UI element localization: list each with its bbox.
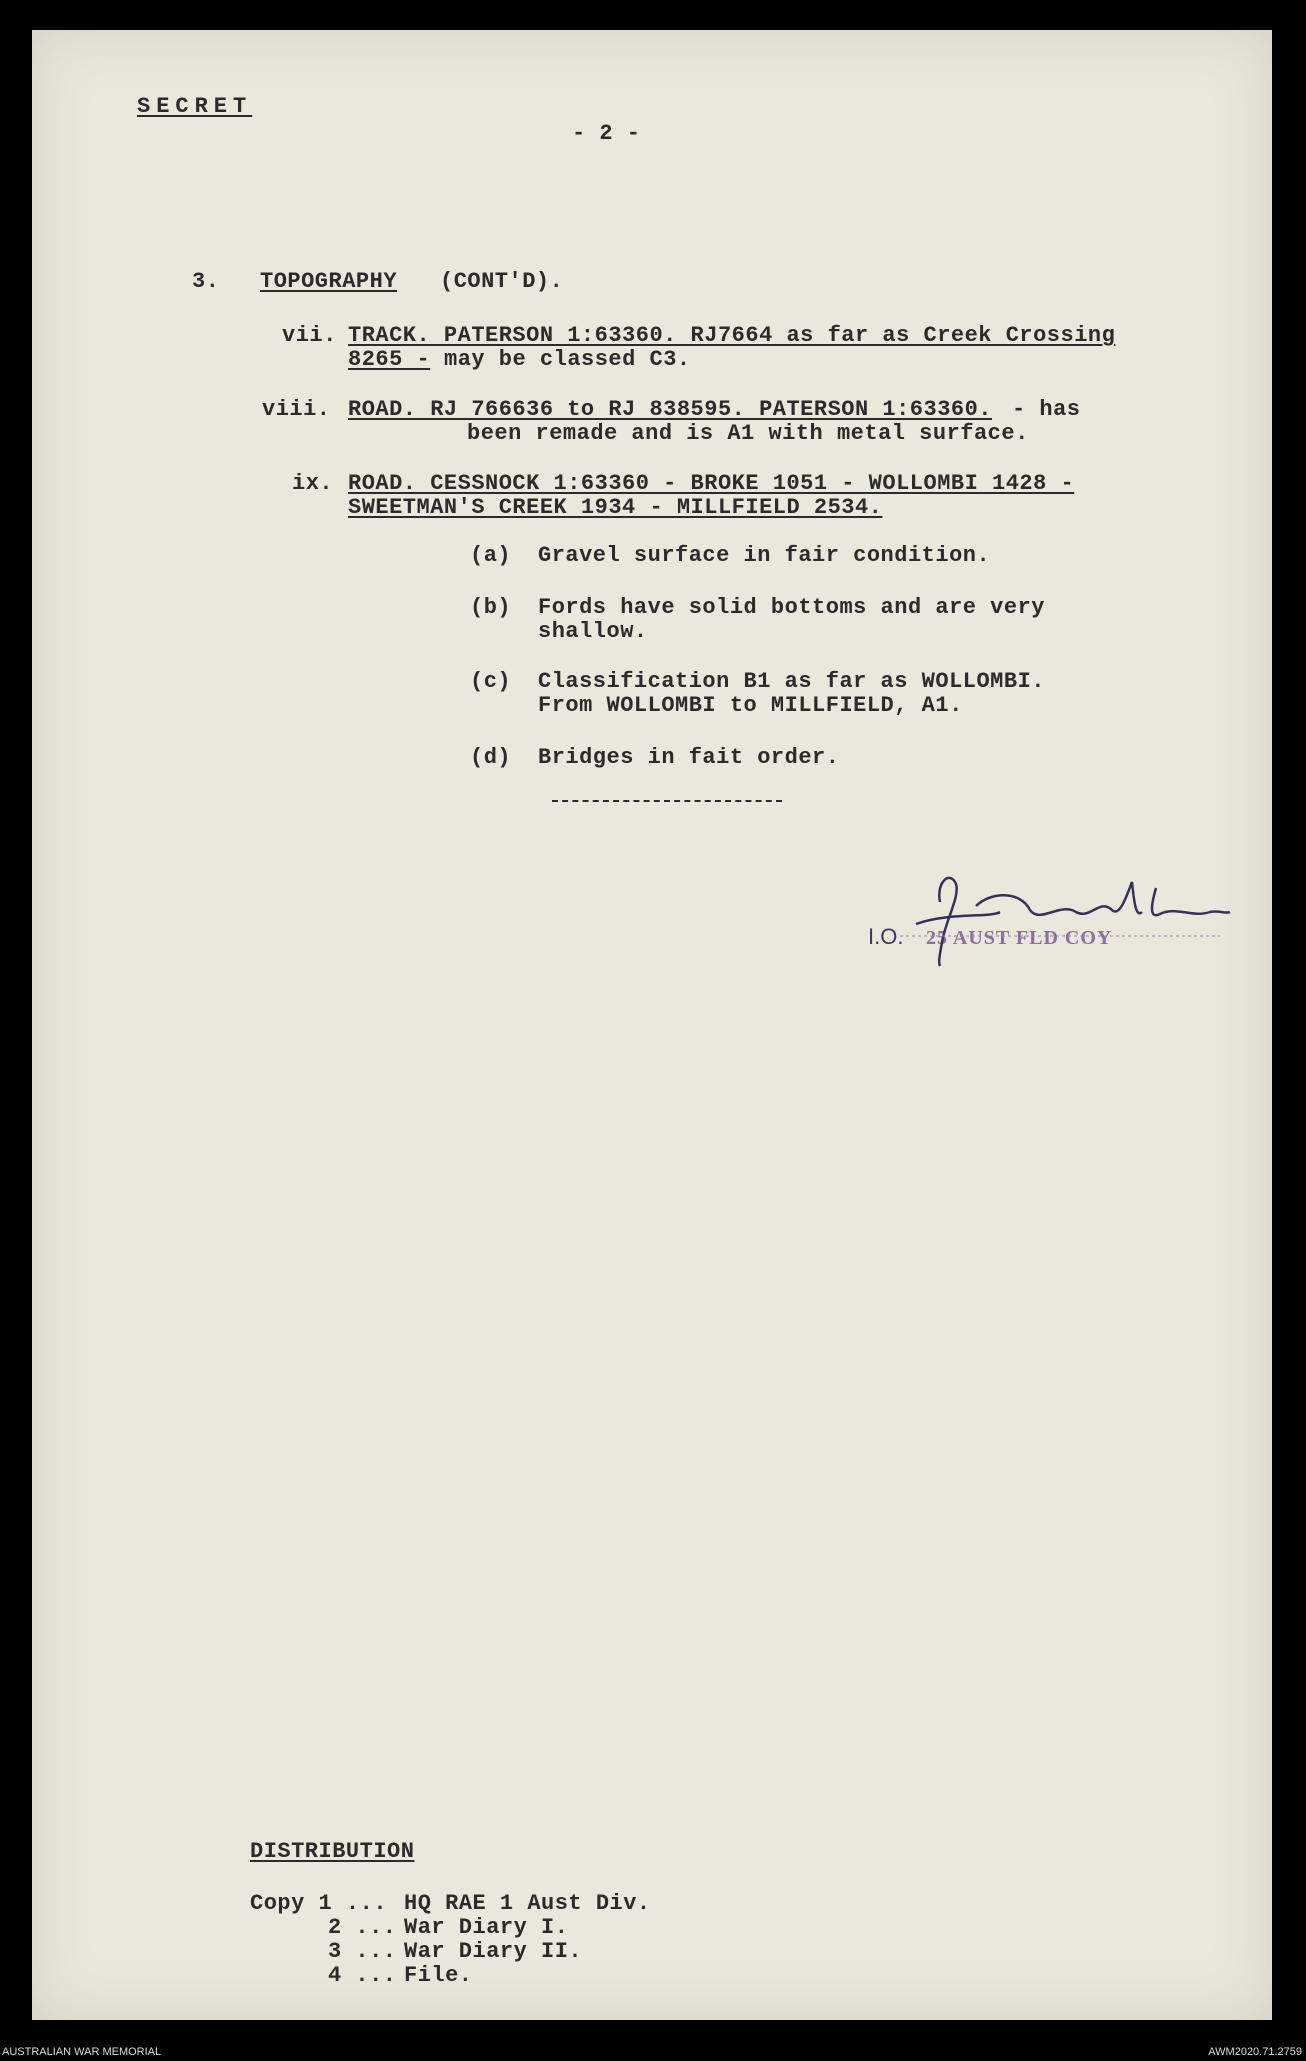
item-viii-line1: ROAD. RJ 766636 to RJ 838595. PATERSON 1:63360. [348, 397, 993, 422]
distribution-heading: DISTRIBUTION [250, 1839, 415, 1864]
distribution-recipient-2: War Diary I. [404, 1915, 569, 1940]
item-vii-line2-rest: may be classed C3. [444, 347, 691, 372]
subitem-a-line1: Gravel surface in fair condition. [538, 543, 991, 568]
distribution-copy-2: 2 ... [328, 1915, 397, 1940]
subitem-b-line1: Fords have solid bottoms and are very [538, 595, 1045, 620]
classification-marking: SECRET [137, 94, 253, 119]
section-title: TOPOGRAPHY [260, 269, 398, 294]
archive-caption: AUSTRALIAN WAR MEMORIAL [2, 2046, 162, 2058]
section-number: 3. [192, 269, 220, 294]
item-vii-line2-underlined: 8265 - [348, 347, 431, 372]
unit-stamp: 25 AUST FLD COY [926, 927, 1113, 949]
distribution-copy-4: 4 ... [328, 1963, 397, 1988]
subitem-a-label: (a) [470, 543, 512, 568]
distribution-recipient-4: File. [404, 1963, 473, 1988]
subitem-b-line2: shallow. [538, 619, 648, 644]
subitem-d-line1: Bridges in fait order. [538, 745, 840, 770]
page-number: - 2 - [572, 121, 641, 146]
subitem-c-line2: From WOLLOMBI to MILLFIELD, A1. [538, 693, 963, 718]
subitem-c-label: (c) [470, 669, 512, 694]
item-ix-numeral: ix. [292, 471, 334, 496]
handwritten-signature [880, 862, 1240, 972]
item-ix-line1: ROAD. CESSNOCK 1:63360 - BROKE 1051 - WOLLOMBI 1428 - [348, 471, 1075, 496]
item-vii-line1: TRACK. PATERSON 1:63360. RJ7664 as far as Creek Crossing [348, 323, 1116, 348]
item-ix-line2: SWEETMAN'S CREEK 1934 - MILLFIELD 2534. [348, 495, 883, 520]
signature-title: I.O. [868, 924, 904, 949]
section-title-suffix: (CONT'D). [440, 269, 564, 294]
archive-reference: AWM2020.71.2759 [1208, 2046, 1302, 2058]
subitem-d-label: (d) [470, 745, 512, 770]
closing-rule [552, 800, 782, 804]
distribution-copy-3: 3 ... [328, 1939, 397, 1964]
item-viii-line2: been remade and is A1 with metal surface. [467, 421, 1029, 446]
distribution-recipient-1: HQ RAE 1 Aust Div. [404, 1891, 651, 1916]
distribution-copy-1: Copy 1 ... [250, 1891, 388, 1916]
distribution-recipient-3: War Diary II. [404, 1939, 583, 1964]
item-viii-line1-rest: - has [1012, 397, 1081, 422]
item-vii-numeral: vii. [282, 323, 337, 348]
subitem-c-line1: Classification B1 as far as WOLLOMBI. [538, 669, 1045, 694]
document-page [32, 30, 1272, 2020]
subitem-b-label: (b) [470, 595, 512, 620]
item-viii-numeral: viii. [262, 397, 331, 422]
